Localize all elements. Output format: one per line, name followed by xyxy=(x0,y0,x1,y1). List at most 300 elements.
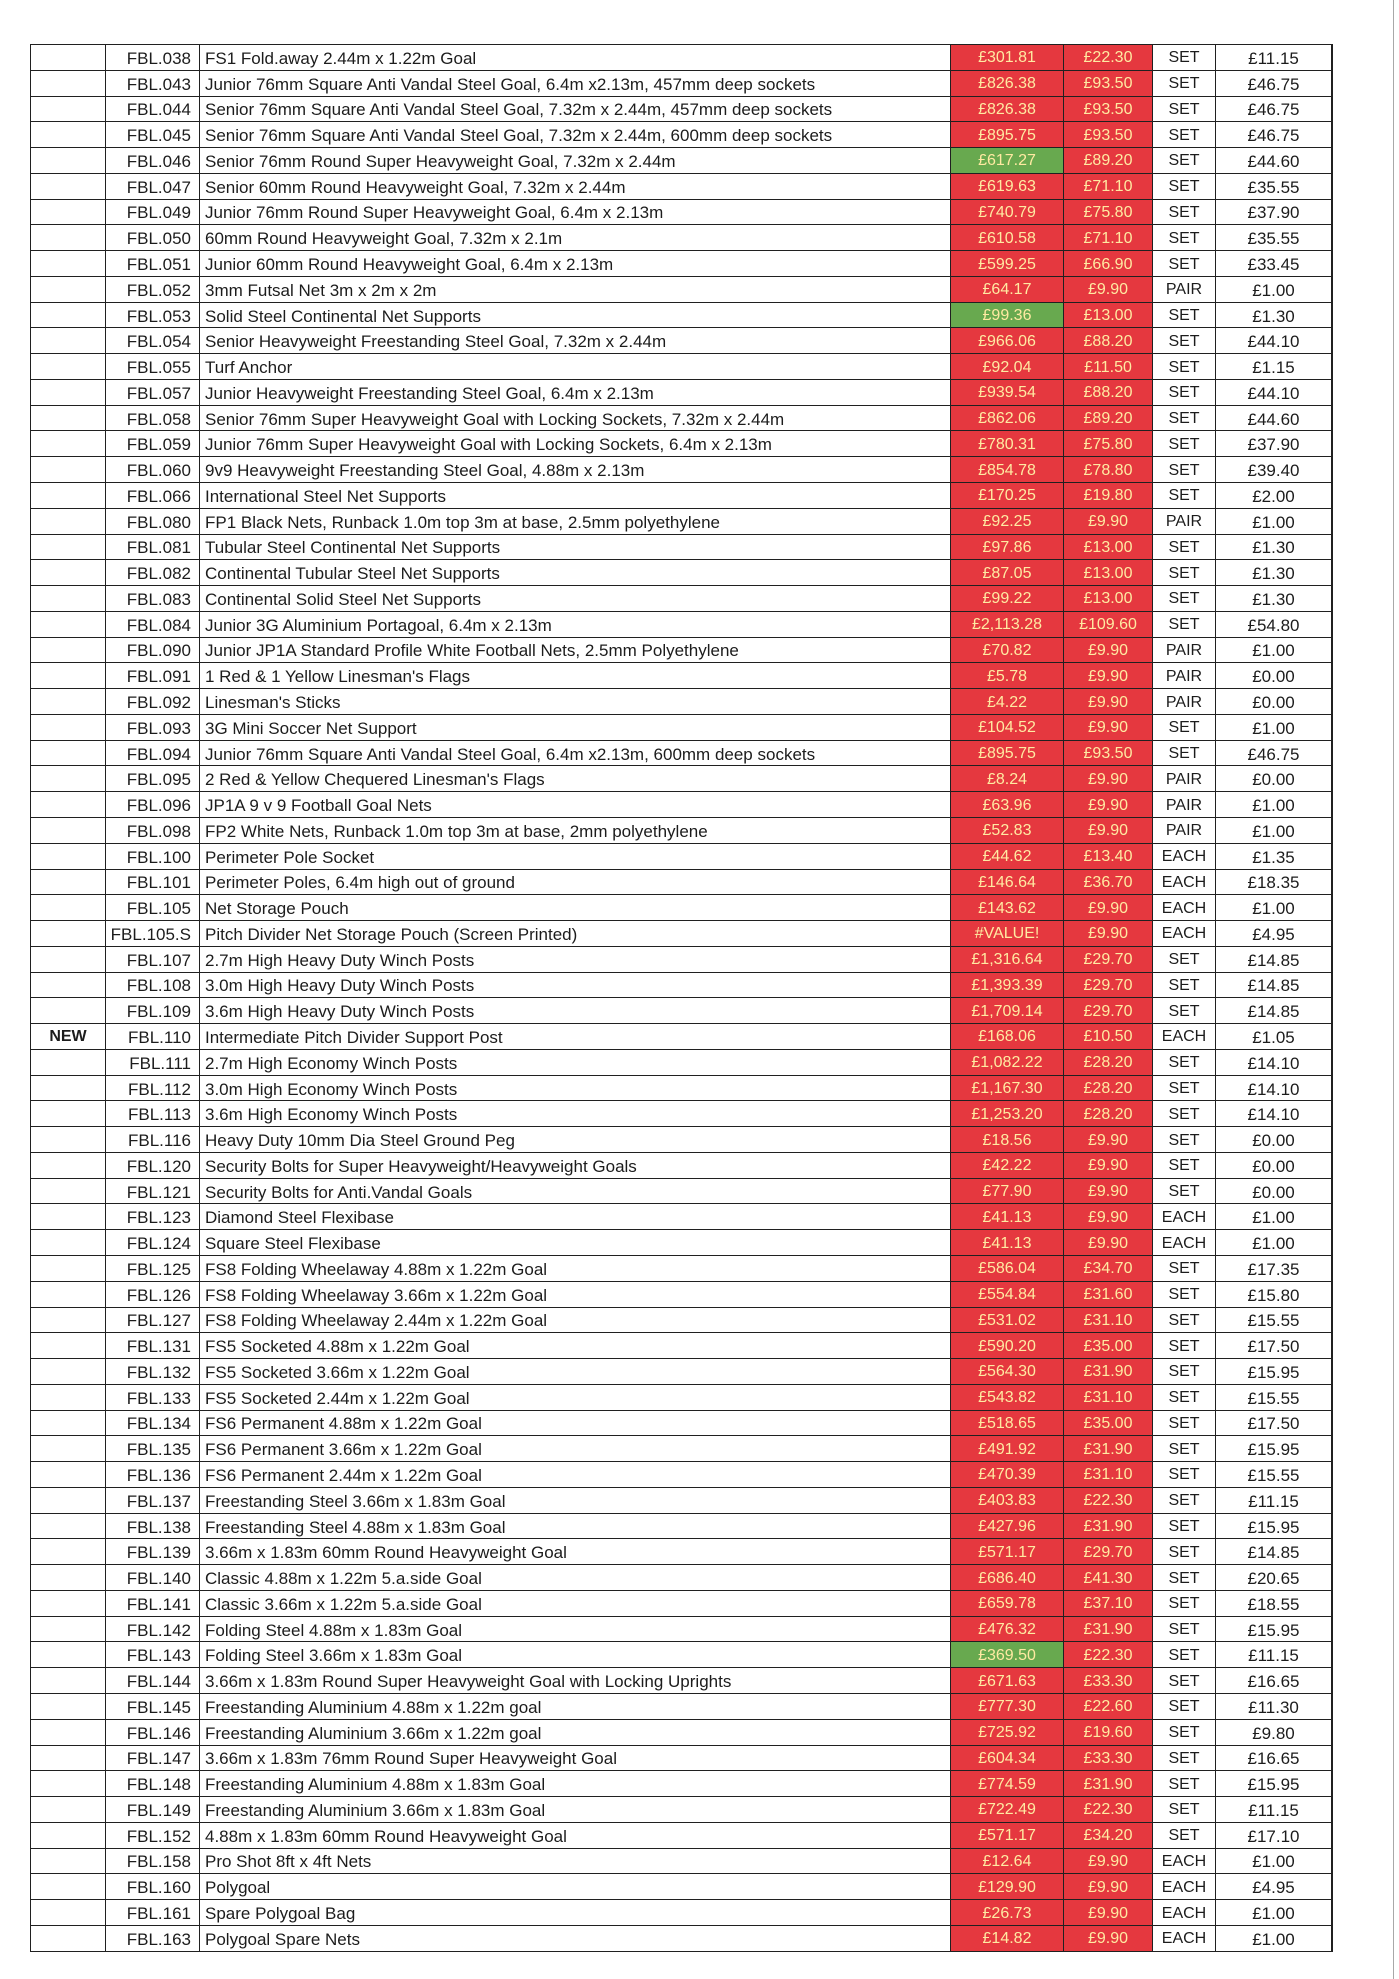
carriage-cell: £9.90 xyxy=(1064,638,1153,663)
unit-price-cell: £35.55 xyxy=(1216,225,1333,250)
table-row xyxy=(31,1694,1333,1720)
table-row xyxy=(31,895,1333,921)
description-cell: FS1 Fold.away 2.44m x 1.22m Goal xyxy=(200,45,951,70)
carriage-cell: £35.00 xyxy=(1064,1411,1153,1436)
description-cell: Senior 76mm Round Super Heavyweight Goal, 7.32m x 2.44m xyxy=(200,148,951,173)
table-row xyxy=(31,586,1333,612)
unit-price-cell: £0.00 xyxy=(1216,1153,1333,1178)
product-code-cell: FBL.105.S xyxy=(106,921,200,946)
carriage-cell: £19.80 xyxy=(1064,483,1153,508)
product-code-cell: FBL.137 xyxy=(106,1488,200,1513)
carriage-cell: £22.60 xyxy=(1064,1694,1153,1719)
table-row xyxy=(31,1746,1333,1772)
unit-price-cell: £14.10 xyxy=(1216,1050,1333,1075)
unit-price-cell: £14.85 xyxy=(1216,1539,1333,1564)
unit-cell: SET xyxy=(1153,1746,1216,1771)
product-code-cell: FBL.143 xyxy=(106,1642,200,1667)
new-flag-cell xyxy=(31,200,106,225)
unit-price-cell: £1.00 xyxy=(1216,1230,1333,1255)
list-price-cell: £170.25 xyxy=(951,483,1064,508)
product-code-cell: FBL.107 xyxy=(106,947,200,972)
carriage-cell: £71.10 xyxy=(1064,174,1153,199)
unit-cell: EACH xyxy=(1153,1926,1216,1951)
table-row xyxy=(31,1771,1333,1797)
carriage-cell: £29.70 xyxy=(1064,973,1153,998)
product-code-cell: FBL.152 xyxy=(106,1823,200,1848)
carriage-cell: £93.50 xyxy=(1064,741,1153,766)
product-code-cell: FBL.049 xyxy=(106,200,200,225)
product-code-cell: FBL.135 xyxy=(106,1436,200,1461)
carriage-cell: £93.50 xyxy=(1064,71,1153,96)
unit-cell: SET xyxy=(1153,225,1216,250)
new-flag-cell xyxy=(31,689,106,714)
list-price-cell: £586.04 xyxy=(951,1256,1064,1281)
unit-cell: SET xyxy=(1153,328,1216,353)
list-price-cell: £99.36 xyxy=(951,303,1064,328)
list-price-cell: £77.90 xyxy=(951,1179,1064,1204)
unit-cell: SET xyxy=(1153,1539,1216,1564)
table-row xyxy=(31,122,1333,148)
product-code-cell: FBL.100 xyxy=(106,844,200,869)
carriage-cell: £9.90 xyxy=(1064,689,1153,714)
carriage-cell: £31.90 xyxy=(1064,1771,1153,1796)
unit-cell: EACH xyxy=(1153,1900,1216,1925)
carriage-cell: £35.00 xyxy=(1064,1333,1153,1358)
carriage-cell: £13.00 xyxy=(1064,535,1153,560)
unit-cell: SET xyxy=(1153,1720,1216,1745)
new-flag-cell xyxy=(31,818,106,843)
carriage-cell: £93.50 xyxy=(1064,122,1153,147)
list-price-cell: £104.52 xyxy=(951,715,1064,740)
unit-price-cell: £16.65 xyxy=(1216,1668,1333,1693)
product-code-cell: FBL.090 xyxy=(106,638,200,663)
new-flag-cell xyxy=(31,45,106,70)
new-flag-cell xyxy=(31,715,106,740)
unit-cell: PAIR xyxy=(1153,509,1216,534)
description-cell: Polygoal xyxy=(200,1874,951,1899)
description-cell: 3.66m x 1.83m 60mm Round Heavyweight Goal xyxy=(200,1539,951,1564)
list-price-cell: £2,113.28 xyxy=(951,612,1064,637)
carriage-cell: £9.90 xyxy=(1064,509,1153,534)
unit-price-cell: £1.00 xyxy=(1216,277,1333,302)
new-flag-cell xyxy=(31,1411,106,1436)
new-flag-cell xyxy=(31,1849,106,1874)
list-price-cell: £70.82 xyxy=(951,638,1064,663)
table-row xyxy=(31,1076,1333,1102)
list-price-cell: £895.75 xyxy=(951,741,1064,766)
list-price-cell: £610.58 xyxy=(951,225,1064,250)
carriage-cell: £75.80 xyxy=(1064,431,1153,456)
new-flag-cell xyxy=(31,1179,106,1204)
carriage-cell: £36.70 xyxy=(1064,870,1153,895)
unit-cell: SET xyxy=(1153,354,1216,379)
product-code-cell: FBL.084 xyxy=(106,612,200,637)
product-code-cell: FBL.095 xyxy=(106,766,200,791)
description-cell: Polygoal Spare Nets xyxy=(200,1926,951,1951)
product-code-cell: FBL.059 xyxy=(106,431,200,456)
description-cell: Junior 76mm Round Super Heavyweight Goal, 6.4m x 2.13m xyxy=(200,200,951,225)
price-list-table xyxy=(30,44,1333,1952)
list-price-cell: £725.92 xyxy=(951,1720,1064,1745)
new-flag-cell xyxy=(31,947,106,972)
new-flag-cell xyxy=(31,560,106,585)
unit-price-cell: £1.00 xyxy=(1216,1900,1333,1925)
product-code-cell: FBL.134 xyxy=(106,1411,200,1436)
new-flag-cell xyxy=(31,483,106,508)
new-flag-cell xyxy=(31,870,106,895)
list-price-cell: £64.17 xyxy=(951,277,1064,302)
carriage-cell: £93.50 xyxy=(1064,97,1153,122)
list-price-cell: £571.17 xyxy=(951,1539,1064,1564)
unit-price-cell: £15.95 xyxy=(1216,1617,1333,1642)
list-price-cell: £554.84 xyxy=(951,1282,1064,1307)
unit-cell: SET xyxy=(1153,586,1216,611)
table-row xyxy=(31,509,1333,535)
table-row xyxy=(31,1462,1333,1488)
new-flag-cell xyxy=(31,303,106,328)
unit-price-cell: £1.05 xyxy=(1216,1024,1333,1049)
new-flag-cell xyxy=(31,1153,106,1178)
carriage-cell: £31.10 xyxy=(1064,1385,1153,1410)
table-row xyxy=(31,225,1333,251)
unit-cell: SET xyxy=(1153,1076,1216,1101)
unit-cell: SET xyxy=(1153,97,1216,122)
description-cell: Security Bolts for Super Heavyweight/Heavyweight Goals xyxy=(200,1153,951,1178)
product-code-cell: FBL.082 xyxy=(106,560,200,585)
new-flag-cell xyxy=(31,1591,106,1616)
carriage-cell: £19.60 xyxy=(1064,1720,1153,1745)
list-price-cell: £780.31 xyxy=(951,431,1064,456)
description-cell: Intermediate Pitch Divider Support Post xyxy=(200,1024,951,1049)
description-cell: Freestanding Aluminium 3.66m x 1.22m goal xyxy=(200,1720,951,1745)
list-price-cell: £14.82 xyxy=(951,1926,1064,1951)
list-price-cell: £476.32 xyxy=(951,1617,1064,1642)
unit-cell: PAIR xyxy=(1153,818,1216,843)
unit-cell: SET xyxy=(1153,1359,1216,1384)
product-code-cell: FBL.110 xyxy=(106,1024,200,1049)
list-price-cell: £774.59 xyxy=(951,1771,1064,1796)
new-flag-cell xyxy=(31,148,106,173)
unit-price-cell: £1.30 xyxy=(1216,586,1333,611)
unit-price-cell: £33.45 xyxy=(1216,251,1333,276)
unit-cell: SET xyxy=(1153,1256,1216,1281)
description-cell: 3mm Futsal Net 3m x 2m x 2m xyxy=(200,277,951,302)
unit-price-cell: £15.95 xyxy=(1216,1359,1333,1384)
list-price-cell: £1,253.20 xyxy=(951,1101,1064,1126)
carriage-cell: £13.00 xyxy=(1064,303,1153,328)
description-cell: FS8 Folding Wheelaway 4.88m x 1.22m Goal xyxy=(200,1256,951,1281)
new-flag-cell xyxy=(31,225,106,250)
list-price-cell: £1,316.64 xyxy=(951,947,1064,972)
unit-cell: SET xyxy=(1153,1411,1216,1436)
unit-cell: SET xyxy=(1153,715,1216,740)
unit-price-cell: £0.00 xyxy=(1216,689,1333,714)
table-row xyxy=(31,1642,1333,1668)
list-price-cell: £590.20 xyxy=(951,1333,1064,1358)
product-code-cell: FBL.161 xyxy=(106,1900,200,1925)
carriage-cell: £109.60 xyxy=(1064,612,1153,637)
list-price-cell: £1,167.30 xyxy=(951,1076,1064,1101)
unit-price-cell: £4.95 xyxy=(1216,1874,1333,1899)
unit-cell: SET xyxy=(1153,1153,1216,1178)
table-row xyxy=(31,277,1333,303)
carriage-cell: £9.90 xyxy=(1064,663,1153,688)
unit-cell: SET xyxy=(1153,122,1216,147)
carriage-cell: £28.20 xyxy=(1064,1076,1153,1101)
description-cell: Freestanding Aluminium 4.88m x 1.22m goal xyxy=(200,1694,951,1719)
list-price-cell: £564.30 xyxy=(951,1359,1064,1384)
new-flag-cell xyxy=(31,71,106,96)
product-code-cell: FBL.140 xyxy=(106,1565,200,1590)
description-cell: FP2 White Nets, Runback 1.0m top 3m at base, 2mm polyethylene xyxy=(200,818,951,843)
carriage-cell: £34.70 xyxy=(1064,1256,1153,1281)
product-code-cell: FBL.148 xyxy=(106,1771,200,1796)
table-row xyxy=(31,1591,1333,1617)
table-row xyxy=(31,998,1333,1024)
list-price-cell: £26.73 xyxy=(951,1900,1064,1925)
carriage-cell: £9.90 xyxy=(1064,895,1153,920)
carriage-cell: £13.00 xyxy=(1064,560,1153,585)
table-row xyxy=(31,1359,1333,1385)
description-cell: 3G Mini Soccer Net Support xyxy=(200,715,951,740)
description-cell: Freestanding Steel 3.66m x 1.83m Goal xyxy=(200,1488,951,1513)
unit-cell: SET xyxy=(1153,1591,1216,1616)
new-flag-cell xyxy=(31,1333,106,1358)
new-flag-cell xyxy=(31,174,106,199)
description-cell: FS5 Socketed 4.88m x 1.22m Goal xyxy=(200,1333,951,1358)
description-cell: JP1A 9 v 9 Football Goal Nets xyxy=(200,792,951,817)
unit-cell: SET xyxy=(1153,1282,1216,1307)
description-cell: 9v9 Heavyweight Freestanding Steel Goal, 4.88m x 2.13m xyxy=(200,457,951,482)
list-price-cell: £8.24 xyxy=(951,766,1064,791)
unit-cell: SET xyxy=(1153,973,1216,998)
unit-price-cell: £1.00 xyxy=(1216,715,1333,740)
table-row xyxy=(31,1050,1333,1076)
new-flag-cell xyxy=(31,1050,106,1075)
unit-price-cell: £1.00 xyxy=(1216,895,1333,920)
table-row xyxy=(31,766,1333,792)
unit-cell: SET xyxy=(1153,1050,1216,1075)
product-code-cell: FBL.145 xyxy=(106,1694,200,1719)
unit-price-cell: £18.35 xyxy=(1216,870,1333,895)
unit-price-cell: £15.55 xyxy=(1216,1462,1333,1487)
table-row xyxy=(31,483,1333,509)
new-flag-cell xyxy=(31,1642,106,1667)
new-flag-cell xyxy=(31,1127,106,1152)
carriage-cell: £31.90 xyxy=(1064,1617,1153,1642)
description-cell: Classic 3.66m x 1.22m 5.a.side Goal xyxy=(200,1591,951,1616)
carriage-cell: £28.20 xyxy=(1064,1101,1153,1126)
unit-price-cell: £18.55 xyxy=(1216,1591,1333,1616)
unit-price-cell: £11.15 xyxy=(1216,1488,1333,1513)
unit-cell: SET xyxy=(1153,1668,1216,1693)
description-cell: Junior 76mm Super Heavyweight Goal with Locking Sockets, 6.4m x 2.13m xyxy=(200,431,951,456)
description-cell: Classic 4.88m x 1.22m 5.a.side Goal xyxy=(200,1565,951,1590)
carriage-cell: £31.60 xyxy=(1064,1282,1153,1307)
list-price-cell: £659.78 xyxy=(951,1591,1064,1616)
list-price-cell: £129.90 xyxy=(951,1874,1064,1899)
product-code-cell: FBL.113 xyxy=(106,1101,200,1126)
table-row xyxy=(31,1024,1333,1050)
description-cell: Junior Heavyweight Freestanding Steel Goal, 6.4m x 2.13m xyxy=(200,380,951,405)
description-cell: Net Storage Pouch xyxy=(200,895,951,920)
product-code-cell: FBL.098 xyxy=(106,818,200,843)
unit-price-cell: £39.40 xyxy=(1216,457,1333,482)
unit-cell: SET xyxy=(1153,1694,1216,1719)
table-row xyxy=(31,921,1333,947)
table-row xyxy=(31,1565,1333,1591)
list-price-cell: £92.25 xyxy=(951,509,1064,534)
table-row xyxy=(31,1179,1333,1205)
table-row xyxy=(31,870,1333,896)
table-row xyxy=(31,1333,1333,1359)
carriage-cell: £9.90 xyxy=(1064,1926,1153,1951)
unit-price-cell: £11.15 xyxy=(1216,1797,1333,1822)
new-flag-cell xyxy=(31,457,106,482)
new-flag-cell xyxy=(31,354,106,379)
table-row xyxy=(31,1385,1333,1411)
product-code-cell: FBL.058 xyxy=(106,406,200,431)
new-flag-cell xyxy=(31,1076,106,1101)
unit-price-cell: £14.85 xyxy=(1216,973,1333,998)
product-code-cell: FBL.141 xyxy=(106,1591,200,1616)
new-flag-cell xyxy=(31,1514,106,1539)
carriage-cell: £31.90 xyxy=(1064,1359,1153,1384)
carriage-cell: £9.90 xyxy=(1064,1179,1153,1204)
product-code-cell: FBL.096 xyxy=(106,792,200,817)
unit-price-cell: £11.15 xyxy=(1216,1642,1333,1667)
table-row xyxy=(31,174,1333,200)
table-row xyxy=(31,1617,1333,1643)
description-cell: FS6 Permanent 4.88m x 1.22m Goal xyxy=(200,1411,951,1436)
new-flag-cell xyxy=(31,1565,106,1590)
unit-price-cell: £1.00 xyxy=(1216,818,1333,843)
new-flag-cell xyxy=(31,973,106,998)
new-flag-cell xyxy=(31,895,106,920)
carriage-cell: £29.70 xyxy=(1064,1539,1153,1564)
carriage-cell: £9.90 xyxy=(1064,921,1153,946)
product-code-cell: FBL.125 xyxy=(106,1256,200,1281)
new-flag-cell xyxy=(31,741,106,766)
carriage-cell: £22.30 xyxy=(1064,1642,1153,1667)
unit-cell: SET xyxy=(1153,1565,1216,1590)
product-code-cell: FBL.146 xyxy=(106,1720,200,1745)
unit-cell: EACH xyxy=(1153,921,1216,946)
description-cell: Junior 60mm Round Heavyweight Goal, 6.4m x 2.13m xyxy=(200,251,951,276)
unit-price-cell: £20.65 xyxy=(1216,1565,1333,1590)
list-price-cell: £571.17 xyxy=(951,1823,1064,1848)
unit-price-cell: £15.95 xyxy=(1216,1514,1333,1539)
product-code-cell: FBL.147 xyxy=(106,1746,200,1771)
list-price-cell: £862.06 xyxy=(951,406,1064,431)
list-price-cell: £617.27 xyxy=(951,148,1064,173)
unit-cell: SET xyxy=(1153,483,1216,508)
carriage-cell: £22.30 xyxy=(1064,1797,1153,1822)
description-cell: Senior 76mm Super Heavyweight Goal with Locking Sockets, 7.32m x 2.44m xyxy=(200,406,951,431)
new-flag-cell xyxy=(31,766,106,791)
description-cell: Continental Tubular Steel Net Supports xyxy=(200,560,951,585)
list-price-cell: £671.63 xyxy=(951,1668,1064,1693)
unit-price-cell: £0.00 xyxy=(1216,1127,1333,1152)
description-cell: Folding Steel 3.66m x 1.83m Goal xyxy=(200,1642,951,1667)
unit-cell: SET xyxy=(1153,200,1216,225)
table-row xyxy=(31,1539,1333,1565)
description-cell: 4.88m x 1.83m 60mm Round Heavyweight Goal xyxy=(200,1823,951,1848)
unit-cell: SET xyxy=(1153,1179,1216,1204)
unit-cell: SET xyxy=(1153,1101,1216,1126)
unit-cell: PAIR xyxy=(1153,638,1216,663)
list-price-cell: £52.83 xyxy=(951,818,1064,843)
description-cell: Diamond Steel Flexibase xyxy=(200,1204,951,1229)
table-row xyxy=(31,1101,1333,1127)
unit-cell: SET xyxy=(1153,1436,1216,1461)
product-code-cell: FBL.051 xyxy=(106,251,200,276)
new-flag-cell xyxy=(31,1926,106,1951)
product-code-cell: FBL.127 xyxy=(106,1308,200,1333)
product-code-cell: FBL.047 xyxy=(106,174,200,199)
new-flag-cell xyxy=(31,1488,106,1513)
description-cell: 2 Red & Yellow Chequered Linesman's Flags xyxy=(200,766,951,791)
carriage-cell: £66.90 xyxy=(1064,251,1153,276)
product-code-cell: FBL.057 xyxy=(106,380,200,405)
description-cell: Square Steel Flexibase xyxy=(200,1230,951,1255)
list-price-cell: £1,393.39 xyxy=(951,973,1064,998)
product-code-cell: FBL.055 xyxy=(106,354,200,379)
unit-cell: SET xyxy=(1153,1488,1216,1513)
description-cell: Senior 76mm Square Anti Vandal Steel Goal, 7.32m x 2.44m, 457mm deep sockets xyxy=(200,97,951,122)
product-code-cell: FBL.054 xyxy=(106,328,200,353)
unit-cell: PAIR xyxy=(1153,663,1216,688)
table-row xyxy=(31,818,1333,844)
unit-cell: SET xyxy=(1153,45,1216,70)
table-row xyxy=(31,1874,1333,1900)
unit-cell: SET xyxy=(1153,998,1216,1023)
table-row xyxy=(31,973,1333,999)
carriage-cell: £13.00 xyxy=(1064,586,1153,611)
list-price-cell: £604.34 xyxy=(951,1746,1064,1771)
description-cell: 3.6m High Economy Winch Posts xyxy=(200,1101,951,1126)
unit-price-cell: £46.75 xyxy=(1216,122,1333,147)
product-code-cell: FBL.116 xyxy=(106,1127,200,1152)
list-price-cell: £826.38 xyxy=(951,97,1064,122)
unit-cell: SET xyxy=(1153,1797,1216,1822)
table-row xyxy=(31,1668,1333,1694)
list-price-cell: £531.02 xyxy=(951,1308,1064,1333)
carriage-cell: £31.90 xyxy=(1064,1436,1153,1461)
description-cell: Spare Polygoal Bag xyxy=(200,1900,951,1925)
product-code-cell: FBL.080 xyxy=(106,509,200,534)
list-price-cell: £42.22 xyxy=(951,1153,1064,1178)
unit-price-cell: £4.95 xyxy=(1216,921,1333,946)
carriage-cell: £31.10 xyxy=(1064,1462,1153,1487)
list-price-cell: #VALUE! xyxy=(951,921,1064,946)
unit-price-cell: £16.65 xyxy=(1216,1746,1333,1771)
unit-price-cell: £14.10 xyxy=(1216,1076,1333,1101)
product-code-cell: FBL.108 xyxy=(106,973,200,998)
list-price-cell: £1,082.22 xyxy=(951,1050,1064,1075)
unit-cell: SET xyxy=(1153,174,1216,199)
carriage-cell: £37.10 xyxy=(1064,1591,1153,1616)
unit-cell: SET xyxy=(1153,535,1216,560)
unit-price-cell: £0.00 xyxy=(1216,663,1333,688)
product-code-cell: FBL.158 xyxy=(106,1849,200,1874)
carriage-cell: £10.50 xyxy=(1064,1024,1153,1049)
table-row xyxy=(31,1900,1333,1926)
description-cell: Continental Solid Steel Net Supports xyxy=(200,586,951,611)
unit-cell: EACH xyxy=(1153,895,1216,920)
list-price-cell: £518.65 xyxy=(951,1411,1064,1436)
new-flag-cell xyxy=(31,1462,106,1487)
